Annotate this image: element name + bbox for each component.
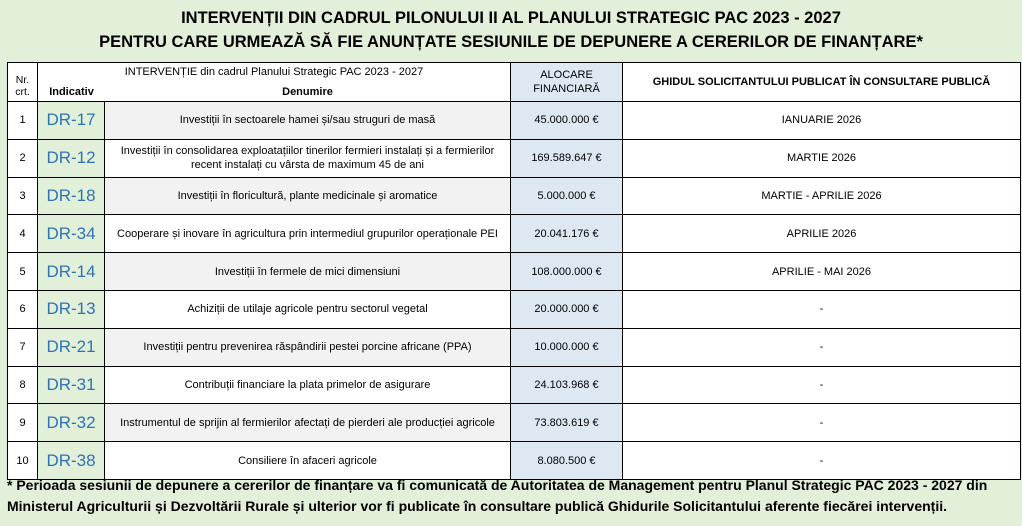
table-row xyxy=(8,215,1021,253)
indicativ-cell: DR-21 xyxy=(38,328,105,366)
ghid-cell: - xyxy=(623,290,1021,328)
indicativ-cell: DR-17 xyxy=(38,102,105,140)
document-title xyxy=(0,6,1022,54)
denumire-cell: Achiziții de utilaje agricole pentru sectorul vegetal xyxy=(105,290,511,328)
alocare-cell: 20.041.176 € xyxy=(511,215,623,253)
indicativ-cell: DR-12 xyxy=(38,139,105,177)
header-alocare: ALOCARE FINANCIARĂ xyxy=(511,63,623,102)
table-row xyxy=(8,290,1021,328)
row-nr-cell: 6 xyxy=(8,290,38,328)
header-nr-crt: Nr. crt. xyxy=(8,63,38,102)
alocare-cell: 73.803.619 € xyxy=(511,404,623,442)
denumire-cell: Investiții în consolidarea exploatațiilor tinerilor fermieri instalați și a fermierilor recent instalați cu vârsta de maximum 45 de ani xyxy=(105,139,511,177)
denumire-cell: Investiții în sectoarele hamei și/sau struguri de masă xyxy=(105,102,511,140)
alocare-cell: 20.000.000 € xyxy=(511,290,623,328)
alocare-cell: 108.000.000 € xyxy=(511,253,623,291)
title-line-1: INTERVENȚII DIN CADRUL PILONULUI II AL PLANULUI STRATEGIC PAC 2023 - 2027 xyxy=(181,9,841,27)
denumire-cell: Cooperare și inovare în agricultura prin intermediul grupurilor operaționale PEI xyxy=(105,215,511,253)
indicativ-cell: DR-18 xyxy=(38,177,105,215)
indicativ-cell: DR-34 xyxy=(38,215,105,253)
table-row xyxy=(8,404,1021,442)
row-nr-cell: 3 xyxy=(8,177,38,215)
denumire-cell: Investiții pentru prevenirea răspândirii pestei porcine africane (PPA) xyxy=(105,328,511,366)
interventions-table xyxy=(7,62,1021,480)
header-ghid: GHIDUL SOLICITANTULUI PUBLICAT ÎN CONSULTARE PUBLICĂ xyxy=(623,63,1021,102)
footnote: * Perioada sesiunii de depunere a cererilor de finanțare va fi comunicată de Autoritatea de Management pentru Planul Strategic PAC 2023 - 2027 din Ministerul Agriculturii și Dezvoltării Rurale și ulterior vor fi publicate în consultare publică Ghidurile Solicitantului aferente fiecărei intervenții. xyxy=(7,477,988,514)
alocare-cell: 24.103.968 € xyxy=(511,366,623,404)
denumire-cell: Investiții în floricultură, plante medicinale și aromatice xyxy=(105,177,511,215)
header-interventie-label: INTERVENȚIE din cadrul Planului Strategic PAC 2023 - 2027 xyxy=(124,66,424,78)
table-body xyxy=(8,102,1021,480)
row-nr-cell: 7 xyxy=(8,328,38,366)
ghid-cell: MARTIE - APRILIE 2026 xyxy=(623,177,1021,215)
table-header-row xyxy=(8,63,1021,102)
denumire-cell: Investiții în fermele de mici dimensiuni xyxy=(105,253,511,291)
header-denumire: Denumire xyxy=(282,86,333,98)
row-nr-cell: 1 xyxy=(8,102,38,140)
table-row xyxy=(8,253,1021,291)
ghid-cell: - xyxy=(623,366,1021,404)
ghid-cell: - xyxy=(623,328,1021,366)
row-nr-cell: 5 xyxy=(8,253,38,291)
indicativ-cell: DR-32 xyxy=(38,404,105,442)
row-nr-cell: 10 xyxy=(8,442,38,480)
indicativ-cell: DR-38 xyxy=(38,442,105,480)
alocare-cell: 169.589.647 € xyxy=(511,139,623,177)
header-interventie xyxy=(38,63,511,102)
denumire-cell: Instrumentul de sprijin al fermierilor afectați de pierderi ale producției agricole xyxy=(105,404,511,442)
table-row xyxy=(8,328,1021,366)
row-nr-cell: 2 xyxy=(8,139,38,177)
denumire-cell: Contribuții financiare la plata primelor de asigurare xyxy=(105,366,511,404)
table-row xyxy=(8,177,1021,215)
table-row xyxy=(8,102,1021,140)
alocare-cell: 5.000.000 € xyxy=(511,177,623,215)
denumire-cell: Consiliere în afaceri agricole xyxy=(105,442,511,480)
header-indicativ: Indicativ xyxy=(49,86,94,98)
table-row xyxy=(8,442,1021,480)
alocare-cell: 45.000.000 € xyxy=(511,102,623,140)
indicativ-cell: DR-31 xyxy=(38,366,105,404)
row-nr-cell: 8 xyxy=(8,366,38,404)
table-row xyxy=(8,366,1021,404)
ghid-cell: MARTIE 2026 xyxy=(623,139,1021,177)
table-row xyxy=(8,139,1021,177)
alocare-cell: 10.000.000 € xyxy=(511,328,623,366)
ghid-cell: - xyxy=(623,442,1021,480)
indicativ-cell: DR-14 xyxy=(38,253,105,291)
ghid-cell: APRILIE 2026 xyxy=(623,215,1021,253)
title-line-2: PENTRU CARE URMEAZĂ SĂ FIE ANUNȚATE SESIUNILE DE DEPUNERE A CERERILOR DE FINANȚARE* xyxy=(99,33,923,51)
ghid-cell: IANUARIE 2026 xyxy=(623,102,1021,140)
alocare-cell: 8.080.500 € xyxy=(511,442,623,480)
row-nr-cell: 4 xyxy=(8,215,38,253)
row-nr-cell: 9 xyxy=(8,404,38,442)
indicativ-cell: DR-13 xyxy=(38,290,105,328)
ghid-cell: - xyxy=(623,404,1021,442)
ghid-cell: APRILIE - MAI 2026 xyxy=(623,253,1021,291)
